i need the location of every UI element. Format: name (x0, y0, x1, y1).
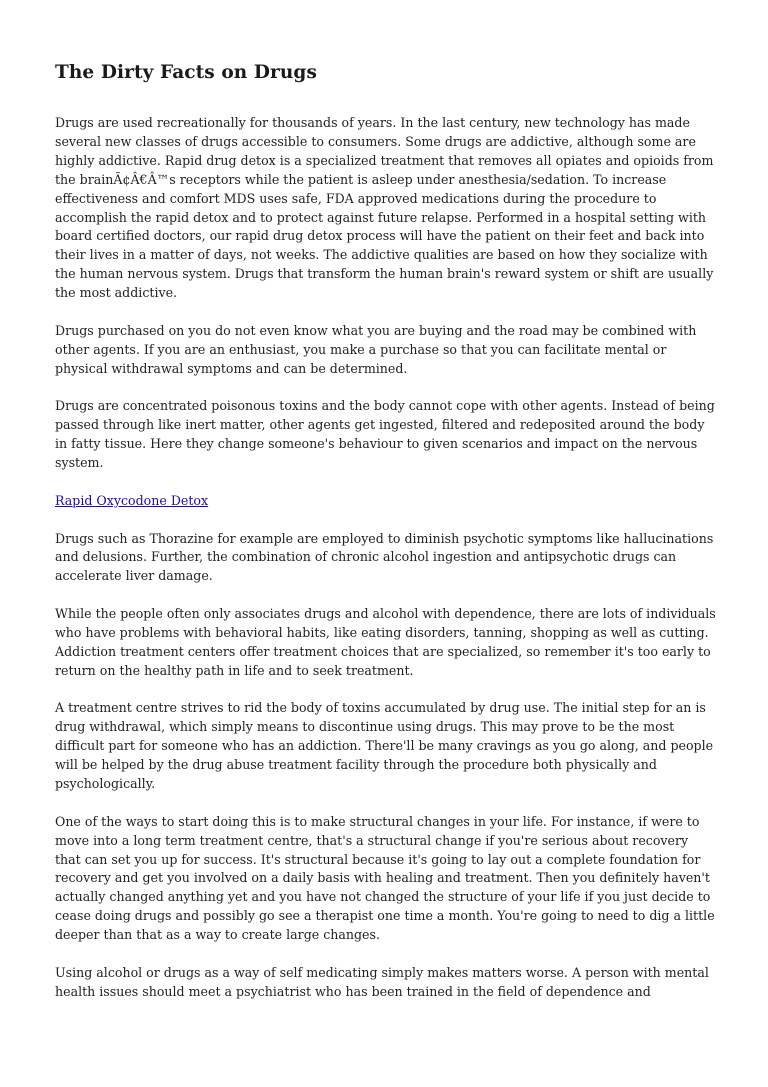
paragraph-4: Drugs such as Thorazine for example are employed to diminish psychotic symptoms like hallucinations and delusions. Further, the combination of chronic alcohol ingestion and antipsychotic drugs can accelerate liver damage. (55, 530, 714, 584)
document-title: The Dirty Facts on Drugs (55, 62, 317, 83)
document-page (55, 58, 717, 1021)
paragraph-3: Drugs are concentrated poisonous toxins and the body cannot cope with other agents. Instead of being passed through like inert matter, other agents get ingested, filtered and redeposited around the body in fatty tissue. Here they change someone's behaviour to given scenarios and impact on the nervous system. (55, 398, 715, 471)
paragraph-7: One of the ways to start doing this is to make structural changes in your life. For instance, if were to move into a long term treatment centre, that's a structural change if you're serious about recovery that can set you up for success. It's structural because it's going to lay out a complete foundation for recovery and get you involved on a daily basis with healing and treatment. Then you definitely haven't actually changed anything yet and you have not changed the structure of your life if you just decide to cease doing drugs and possibly go see a therapist one time a month. You're going to need to dig a little deeper than that as a way to create large changes. (55, 813, 715, 943)
rapid-oxycodone-detox-link[interactable]: Rapid Oxycodone Detox (55, 492, 209, 508)
paragraph-8: Using alcohol or drugs as a way of self medicating simply makes matters worse. A person with mental health issues should meet a psychiatrist who has been trained in the field of dependence and (55, 964, 709, 999)
paragraph-2: Drugs purchased on you do not even know what you are buying and the road may be combined with other agents. If you are an enthusiast, you make a purchase so that you can facilitate mental or physical withdrawal symptoms and can be determined. (55, 322, 697, 376)
paragraph-6: A treatment centre strives to rid the body of toxins accumulated by drug use. The initial step for an is drug withdrawal, which simply means to discontinue using drugs. This may prove to be the most difficult part for someone who has an addiction. There'll be many cravings as you go along, and people will be helped by the drug abuse treatment facility through the procedure both physically and psychologically. (55, 700, 714, 792)
paragraph-1: Drugs are used recreationally for thousands of years. In the last century, new technology has made several new classes of drugs accessible to consumers. Some drugs are addictive, although some are highly addictive. Rapid drug detox is a specialized treatment that removes all opiates and opioids from the brainÃ¢Â€Â™s receptors while the patient is asleep under anesthesia/sedation. To increase effectiveness and comfort MDS uses safe, FDA approved medications during the procedure to accomplish the rapid detox and to protect against future relapse. Performed in a hospital setting with board certified doctors, our rapid drug detox process will have the patient on their feet and back into their lives in a matter of days, not weeks. The addictive qualities are based on how they socialize with the human nervous system. Drugs that transform the human brain's reward system or shift are usually the most addictive. (55, 115, 714, 301)
paragraph-5: While the people often only associates drugs and alcohol with dependence, there are lots of individuals who have problems with behavioral habits, like eating disorders, tanning, shopping as well as cutting. Addiction treatment centers offer treatment choices that are specialized, so remember it's too early to return on the healthy path in life and to seek treatment. (55, 606, 716, 678)
